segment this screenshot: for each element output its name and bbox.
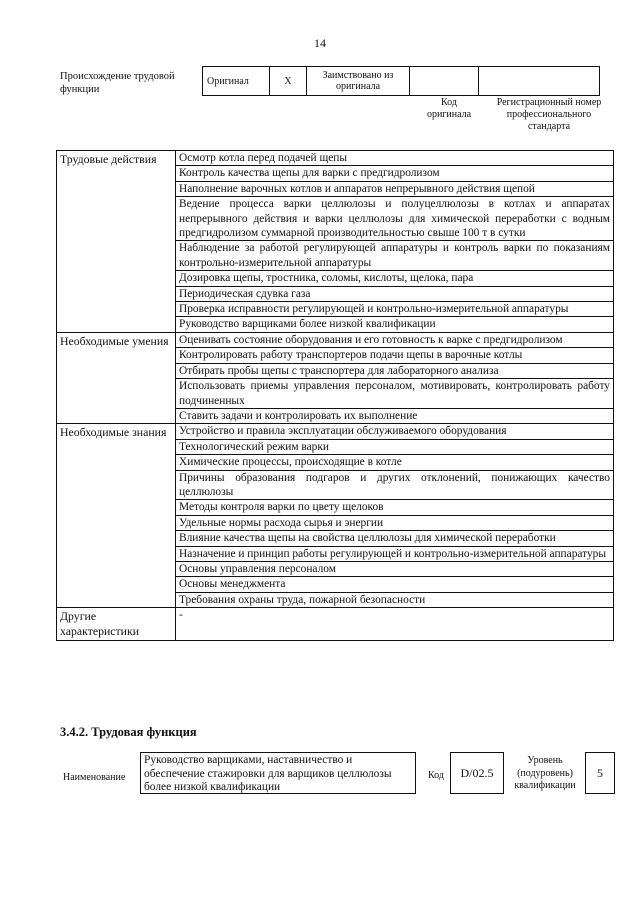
page-number: 14 <box>314 36 326 50</box>
table-row <box>57 424 614 439</box>
table-cell: Влияние качества щепы на свойства целлюлозы для химической переработки <box>176 531 614 546</box>
table-cell: Осмотр котла перед подачей щепы <box>176 151 614 166</box>
table-cell: Отбирать пробы щепы с транспортера для лабораторного анализа <box>176 363 614 378</box>
table-row <box>57 332 614 347</box>
level-label: Уровень (подуровень) квалификации <box>514 755 576 791</box>
table-cell: Технологический режим варки <box>176 439 614 454</box>
code-label: Код <box>428 770 444 781</box>
knowledge-label: Необходимые знания <box>57 424 176 608</box>
table-cell: Устройство и правила эксплуатации обслуживаемого оборудования <box>176 424 614 439</box>
section-title: 3.4.2. Трудовая функция <box>60 725 197 739</box>
original-mark: X <box>270 67 307 96</box>
table-cell: Контроль качества щепы для варки с предгидролизом <box>176 166 614 181</box>
reg-caption: Регистрационный номер профессионального стандарта <box>496 97 602 132</box>
reg-number-cell <box>479 67 600 96</box>
table-cell: Использовать приемы управления персоналом, мотивировать, контролировать работу подчиненных <box>176 379 614 409</box>
table-cell: Наполнение варочных котлов и аппаратов непрерывного действия щепой <box>176 181 614 196</box>
table-cell: Ведение процесса варки целлюлозы и полуцеллюлозы в котлах и аппаратах непрерывного действия и варки целлюлозы для химической переработки с водным предгидролизом суммарной производительностью свыше 100 т в сутки <box>176 197 614 241</box>
table-cell: Проверка исправности регулирующей и контрольно-измерительной аппаратуры <box>176 302 614 317</box>
table-cell: Назначение и принцип работы регулирующей и контрольно-измерительной аппаратуры <box>176 546 614 561</box>
skills-label: Необходимые умения <box>57 332 176 423</box>
table-row <box>57 608 614 641</box>
table-row <box>57 151 614 166</box>
table-cell: Химические процессы, происходящие в котле <box>176 455 614 470</box>
borrowed-label: Заимствовано из оригинала <box>307 67 410 96</box>
table-cell: Основы управления персоналом <box>176 561 614 576</box>
name-label: Наименование <box>63 772 126 783</box>
table-cell: Требования охраны труда, пожарной безопасности <box>176 592 614 607</box>
table-cell: Наблюдение за работой регулирующей аппаратуры и контроль варки по показаниям контрольно-измерительной аппаратуры <box>176 241 614 271</box>
origin-table <box>202 66 600 96</box>
code-value: D/02.5 <box>450 752 504 794</box>
table-cell: Ставить задачи и контролировать их выполнение <box>176 408 614 423</box>
original-label: Оригинал <box>203 67 270 96</box>
table-cell: Руководство варщиками более низкой квалификации <box>176 317 614 332</box>
table-cell: Причины образования подгаров и других отклонений, понижающих качество целлюлозы <box>176 470 614 500</box>
table-cell: Основы менеджмента <box>176 577 614 592</box>
table-cell: Контролировать работу транспортеров подачи щепы в варочные котлы <box>176 348 614 363</box>
table-cell: Оценивать состояние оборудования и его готовность к варке с предгидролизом <box>176 332 614 347</box>
other-label: Другие характеристики <box>57 608 176 641</box>
function-name: Руководство варщиками, наставничество и обеспечение стажировки для варщиков целлюлозы более низкой квалификации <box>140 752 416 794</box>
labor-actions-label: Трудовые действия <box>57 151 176 333</box>
table-cell: Методы контроля варки по цвету щелоков <box>176 500 614 515</box>
table-cell: - <box>176 608 614 641</box>
table-cell: Периодическая сдувка газа <box>176 286 614 301</box>
origin-label: Происхождение трудовой функции <box>60 71 175 95</box>
original-code-cell <box>410 67 479 96</box>
table-cell: Удельные нормы расхода сырья и энергии <box>176 515 614 530</box>
function-table <box>56 150 614 641</box>
code-caption: Код оригинала <box>426 97 472 120</box>
level-value: 5 <box>585 752 615 794</box>
table-cell: Дозировка щепы, тростника, соломы, кислоты, щелока, пара <box>176 271 614 286</box>
